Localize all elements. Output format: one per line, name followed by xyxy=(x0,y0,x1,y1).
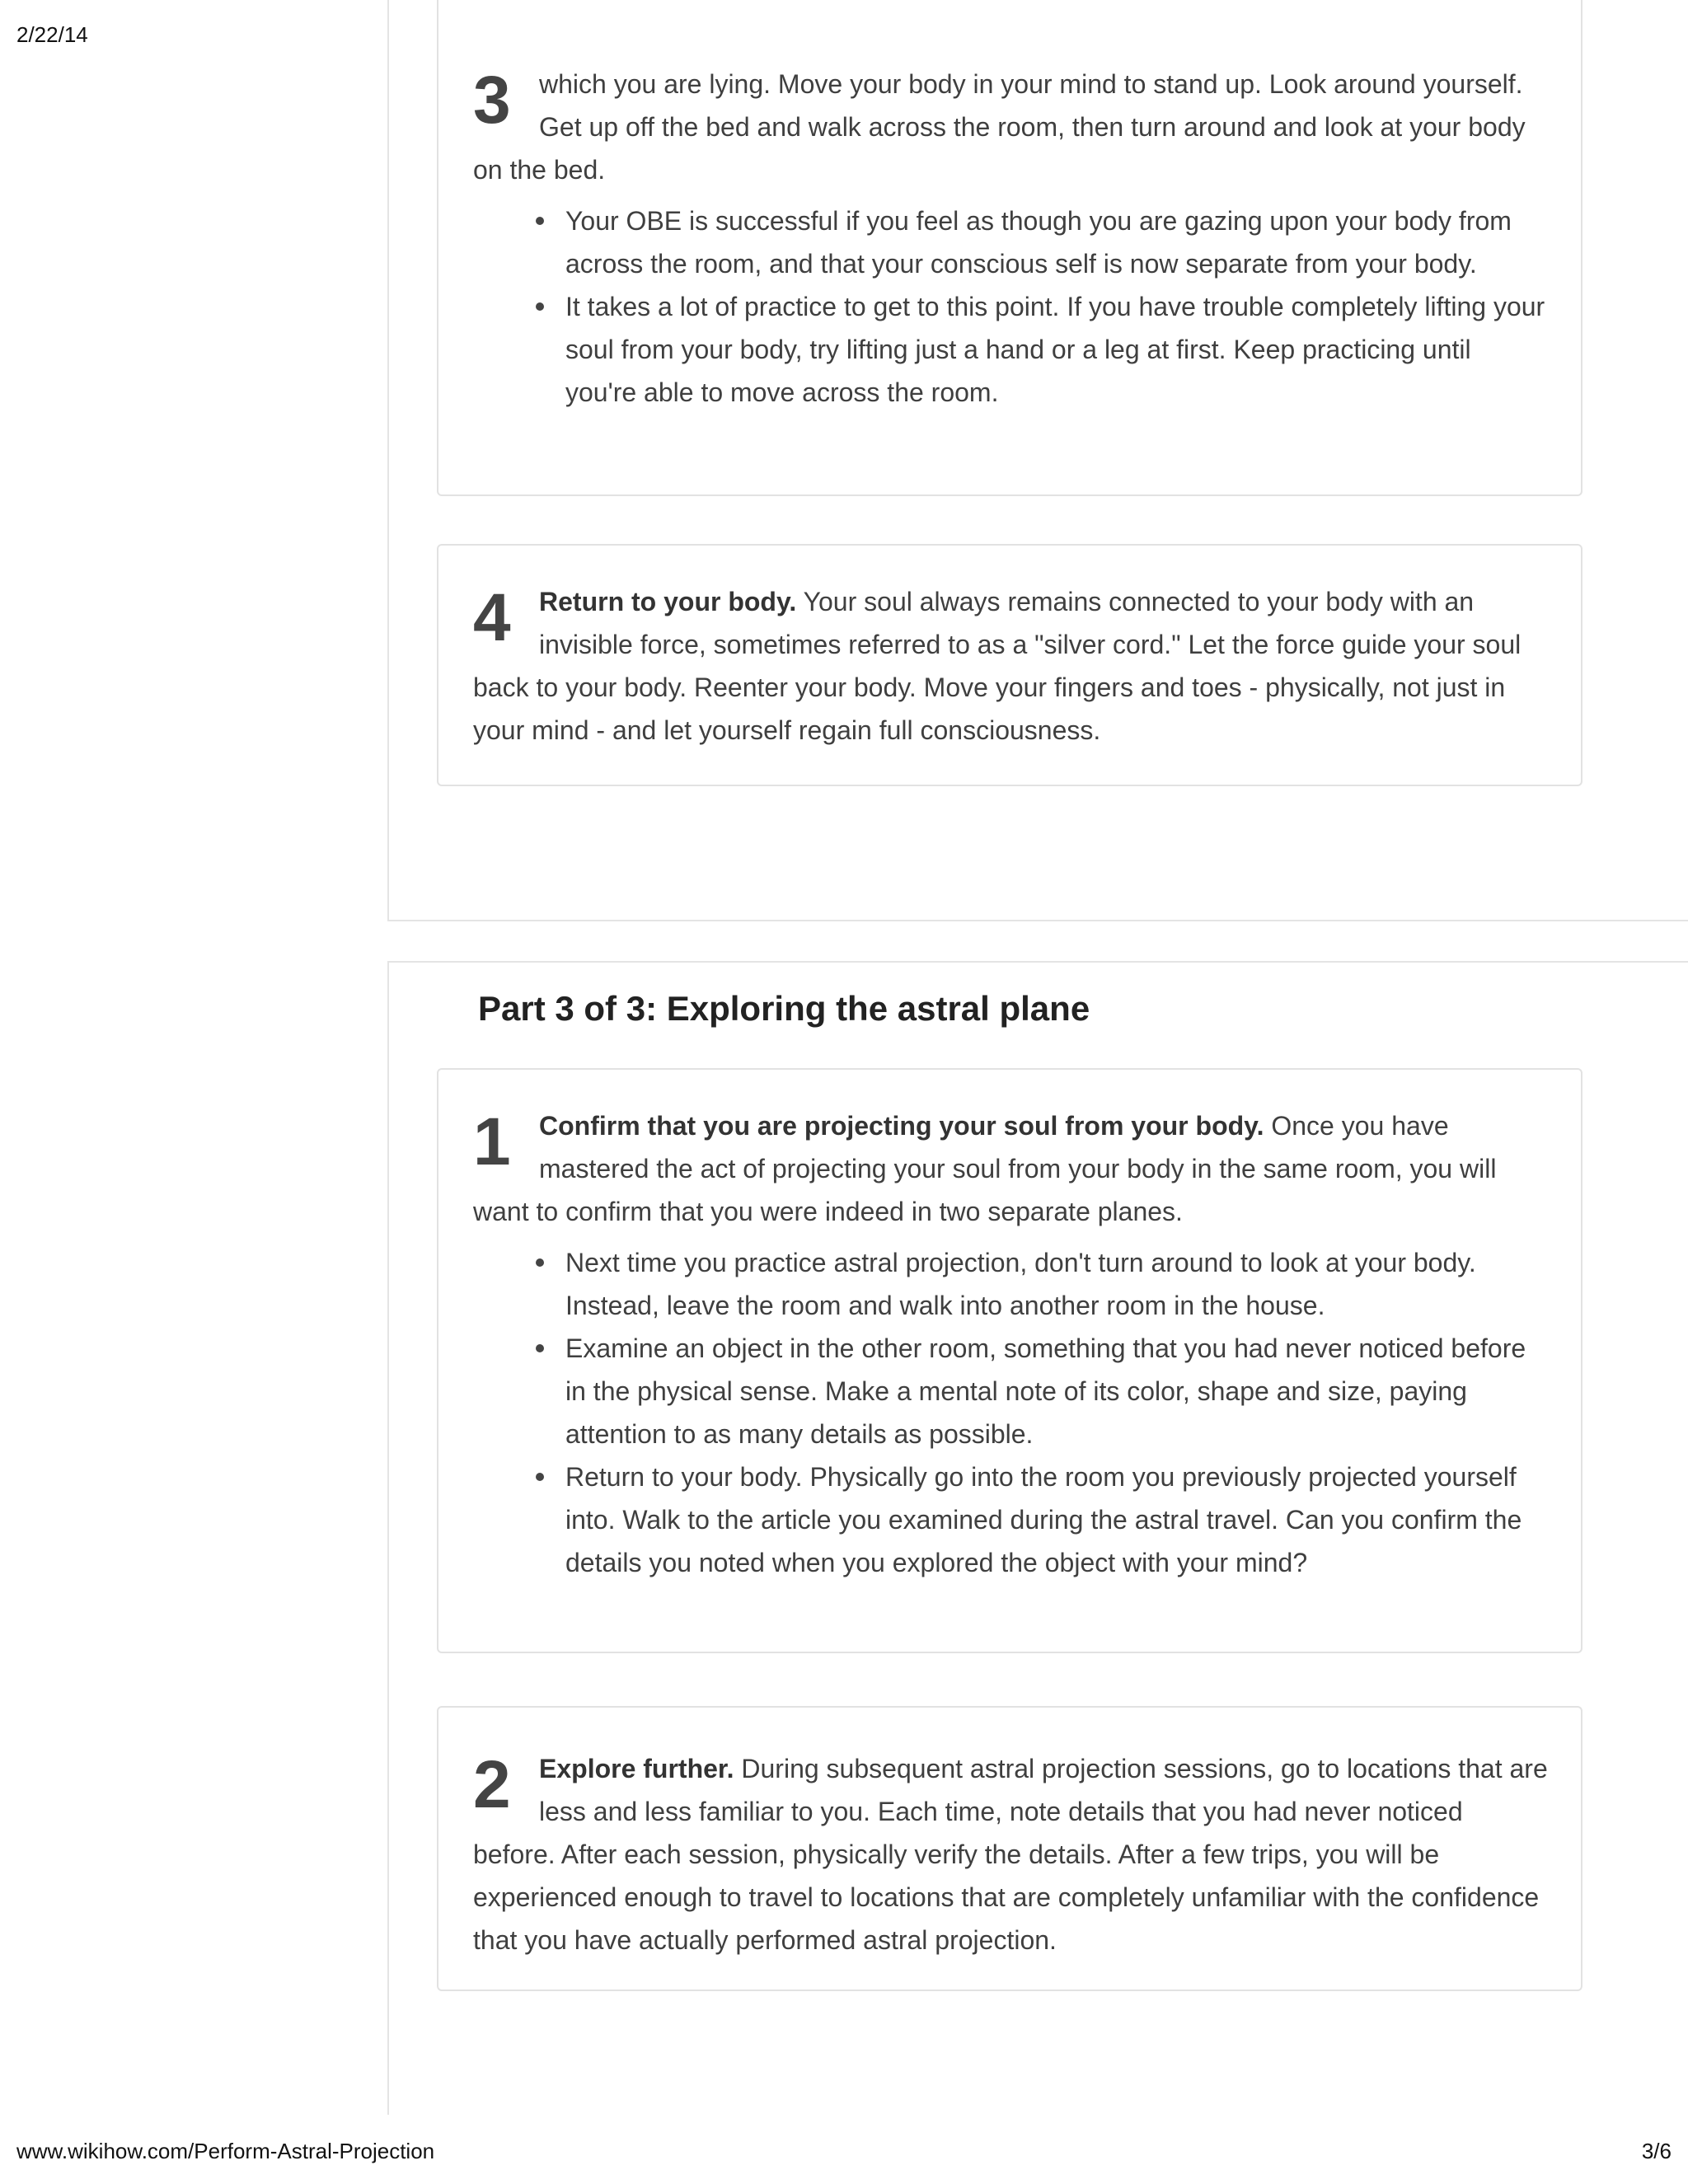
step-4-content xyxy=(473,580,1548,752)
print-footer xyxy=(0,2135,1688,2168)
step-number: 2 xyxy=(473,1747,511,1822)
step-number: 1 xyxy=(473,1104,511,1179)
print-url: www.wikihow.com/Perform-Astral-Projection xyxy=(16,2139,435,2163)
bullet-item: It takes a lot of practice to get to this point. If you have trouble completely lifting your soul from your body, try lifting just a hand or a leg at first. Keep practicing until you're able to move across the room. xyxy=(565,285,1548,414)
step-1-content xyxy=(473,1104,1548,1584)
bullet-item: Your OBE is successful if you feel as though you are gazing upon your body from across the room, and that your conscious self is now separate from your body. xyxy=(565,199,1548,285)
step-text: Once you have mastered the act of projecting your soul from your body in the same room, you will want to confirm that you were indeed in two separate planes. xyxy=(473,1111,1497,1226)
step-3-content xyxy=(473,63,1548,414)
step-card-2 xyxy=(437,1706,1582,1991)
bullet-item: Examine an object in the other room, something that you had never noticed before in the physical sense. Make a mental note of its color, shape and size, paying attention to as many details as possible. xyxy=(565,1327,1548,1455)
step-title: Confirm that you are projecting your soul from your body. xyxy=(539,1111,1264,1141)
step-card-4 xyxy=(437,544,1582,786)
step-card-1 xyxy=(437,1068,1582,1653)
step-text: which you are lying. Move your body in your mind to stand up. Look around yourself. Get up off the bed and walk across the room, then turn around and look at your body on the bed. xyxy=(473,69,1526,185)
step-3-bullets xyxy=(473,199,1548,414)
print-date: 2/22/14 xyxy=(16,22,88,47)
step-card-3 xyxy=(437,0,1582,496)
part-heading: Part 3 of 3: Exploring the astral plane xyxy=(478,989,1090,1028)
page-number: 3/6 xyxy=(1641,2139,1672,2163)
bullet-item: Next time you practice astral projection, don't turn around to look at your body. Instead, leave the room and walk into another room in the house. xyxy=(565,1241,1548,1327)
step-number: 3 xyxy=(473,63,511,138)
step-1-bullets xyxy=(473,1241,1548,1584)
step-title: Return to your body. xyxy=(539,587,797,616)
step-text: During subsequent astral projection sessions, go to locations that are less and less familiar to you. Each time, note details that you had never noticed before. After each session, physically verify the details. After a few trips, you will be experienced enough to travel to locations that are completely unfamiliar with the confidence that you have actually performed astral projection. xyxy=(473,1754,1548,1955)
step-text: Your soul always remains connected to your body with an invisible force, sometimes referred to as a "silver cord." Let the force guide your soul back to your body. Reenter your body. Move your fingers and toes - physically, not just in your mind - and let yourself regain full consciousness. xyxy=(473,587,1522,745)
step-title: Explore further. xyxy=(539,1754,734,1783)
step-2-content xyxy=(473,1747,1548,1961)
bullet-item: Return to your body. Physically go into the room you previously projected yourself into. Walk to the article you examined during the astral travel. Can you confirm the details you noted when you explored the object with your mind? xyxy=(565,1455,1548,1584)
step-number: 4 xyxy=(473,580,511,655)
